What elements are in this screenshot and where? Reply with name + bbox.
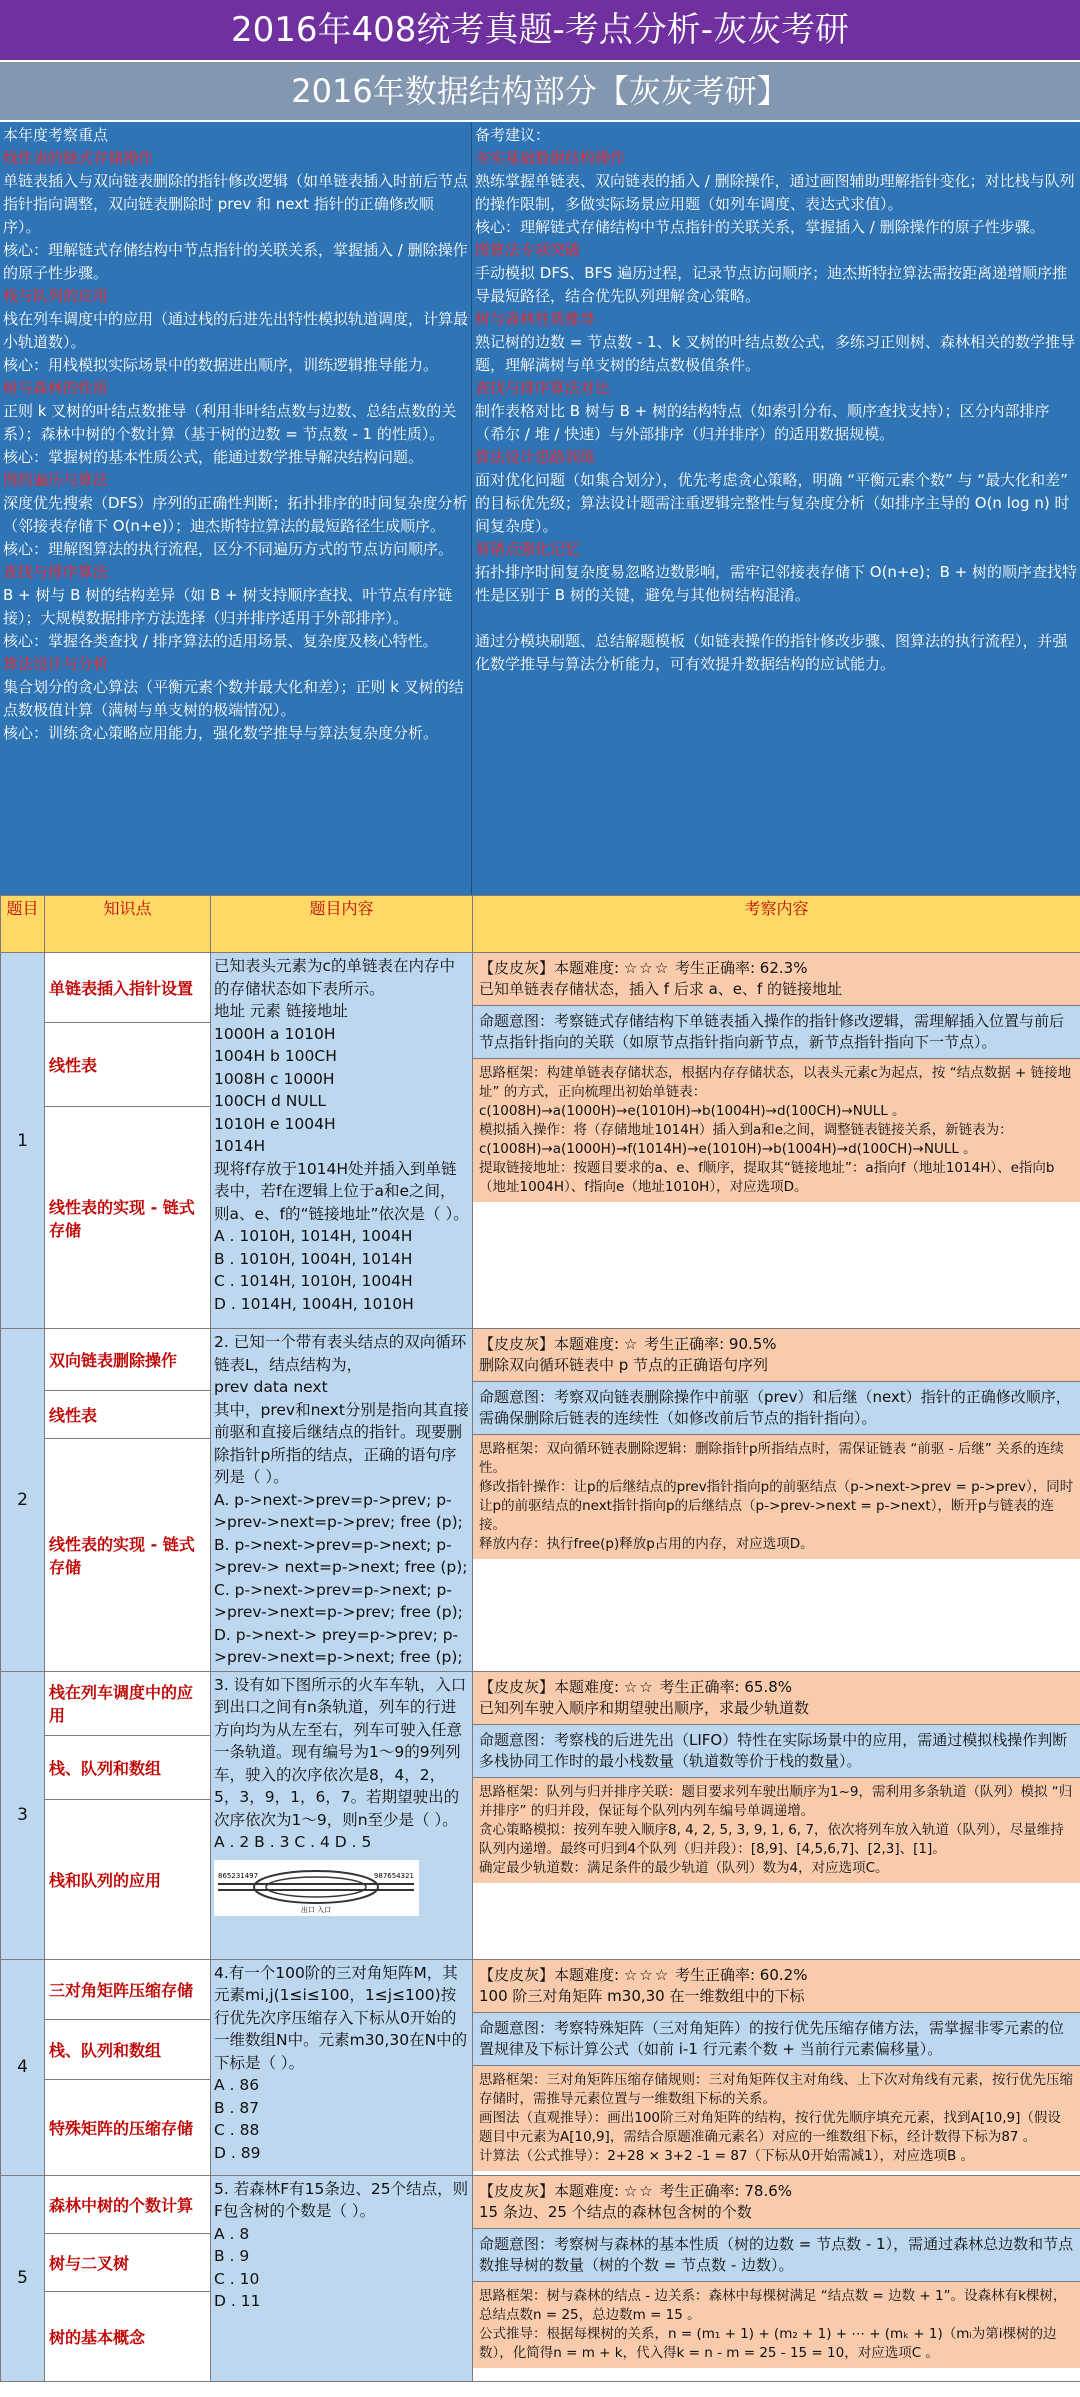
- exam-content: [473, 1671, 1080, 1959]
- difficulty-stars-icon: ☆☆: [623, 2181, 655, 2200]
- stem-line: D. p->next-> prey=p->prev; p->prev->next=p->next; free (p);: [214, 1625, 463, 1666]
- overview-section-title: 树与森林的性质: [3, 379, 109, 397]
- knowledge-point: 树与二叉树: [45, 2233, 211, 2291]
- stem-line: 地址 元素 链接地址: [214, 1002, 348, 1020]
- question-stem: [211, 1671, 473, 1959]
- correct-rate: 考生正确率: 60.2%: [674, 1965, 808, 1984]
- exam-summary-text: 删除双向循环链表中 p 节点的正确语句序列: [479, 1356, 769, 1374]
- exam-summary: [473, 1960, 1080, 2013]
- correct-rate: 考生正确率: 65.8%: [659, 1677, 793, 1696]
- overview-panel: [0, 122, 1080, 895]
- stem-line: 2. 已知一个带有表头结点的双向循环链表L，结点结构为，: [214, 1333, 467, 1374]
- overview-section-text: 拓扑排序时间复杂度易忽略边数影响，需牢记邻接表存储下 O(n+e)；B + 树的顺序查找特性是区别于 B 树的关键，避免与其他树结构混淆。: [475, 563, 1077, 604]
- stem-line: 1004H b 100CH: [214, 1047, 337, 1065]
- question-rows: [1, 953, 1080, 2382]
- exam-intent: 命题意图：考察双向链表删除操作中前驱（prev）和后继（next）指针的正确修改顺序，需确保删除后链表的连续性（如修改前后节点的指针指向）。: [473, 1382, 1080, 1435]
- thinking-line: 确定最少轨道数：满足条件的最少轨道（队列）数为4，对应选项C。: [479, 1859, 889, 1876]
- question-stem: [211, 1329, 473, 1672]
- thinking-line: 提取链接地址：按题目要求的a、e、f顺序，提取其“链接地址”：a指向f（地址1014H）、e指向b（地址1004H）、f指向e（地址1010H），对应选项D。: [479, 1160, 1055, 1195]
- question-number: 4: [1, 1959, 45, 2175]
- knowledge-point: 单链表插入指针设置: [45, 953, 211, 1023]
- exam-summary-text: 15 条边、25 个结点的森林包含树的个数: [479, 2202, 752, 2221]
- knowledge-point: 栈、队列和数组: [45, 1735, 211, 1799]
- overview-section-title: 算法设计与分析: [3, 655, 109, 673]
- stem-line: C . 1014H, 1010H, 1004H: [214, 1272, 413, 1290]
- knowledge-point: 线性表: [45, 1023, 211, 1107]
- thinking-line: 画图法（直观推导）：画出100阶三对角矩阵的结构，按行优先顺序填充元素，找到A[10,9]（假设题目中元素为A[10,9]，需结合原题准确元素名）对应的一维数组下标，经计数得下标为87 。: [479, 2109, 1061, 2145]
- stem-line: B . 87: [214, 2098, 260, 2117]
- overview-section-text: 核心：理解链式存储结构中节点指针的关联关系，掌握插入 / 删除操作的原子性步骤。: [475, 218, 1045, 236]
- stem-line: C . 88: [214, 2121, 260, 2139]
- exam-thinking: [473, 1778, 1080, 1883]
- knowledge-point: 线性表的实现 - 链式存储: [45, 1107, 211, 1329]
- stem-line: A. p->next->prev=p->prev; p->prev->next=p->prev; free (p);: [214, 1490, 463, 1531]
- advice-list: [475, 147, 1077, 676]
- exam-content: [473, 953, 1080, 1329]
- advice-heading: 备考建议：: [475, 126, 551, 144]
- stem-line: A . 8: [214, 2224, 250, 2243]
- question-number: 3: [1, 1671, 45, 1959]
- exam-content: [473, 1329, 1080, 1672]
- track-right-label: 987654321: [373, 1871, 414, 1880]
- question-number: 1: [1, 953, 45, 1329]
- stem-line: A . 2 B . 3 C . 4 D . 5: [214, 1833, 372, 1851]
- stem-line: B . 1010H, 1004H, 1014H: [214, 1249, 413, 1268]
- overview-section-text: 核心：理解链式存储结构中节点指针的关联关系，掌握插入 / 删除操作的原子性步骤。: [3, 241, 468, 282]
- stem-line: B. p->next->prev=p->next; p->prev-> next=p->next; free (p);: [214, 1535, 468, 1576]
- question-number: 5: [1, 2175, 45, 2381]
- difficulty-stars-icon: ☆☆☆: [623, 1965, 671, 1984]
- table-row: [1, 953, 1080, 1023]
- exam-content: [473, 1959, 1080, 2175]
- overview-section-text: 手动模拟 DFS、BFS 遍历过程，记录节点访问顺序；迪杰斯特拉算法需按距离递增顺序推导最短路径，结合优先队列理解贪心策略。: [475, 264, 1068, 305]
- overview-section-text: [475, 607, 1077, 630]
- stem-line: D . 89: [214, 2143, 261, 2162]
- overview-section-text: 制作表格对比 B 树与 B + 树的结构特点（如索引分布、顺序查找支持）；区分内部排序（希尔 / 堆 / 快速）与外部排序（归并排序）的适用数据规模。: [475, 402, 1050, 443]
- overview-section-title: 易错点强化记忆: [475, 540, 581, 558]
- overview-section-text: 核心：掌握树的基本性质公式，能通过数学推导解决结构问题。: [3, 448, 424, 466]
- overview-section-title: 图的遍历与算法: [3, 471, 109, 489]
- header-knowledge: 知识点: [45, 896, 211, 953]
- railway-track-figure: [214, 1860, 419, 1916]
- correct-rate: 考生正确率: 90.5%: [644, 1335, 777, 1353]
- exam-intent: 命题意图：考察栈的后进先出（LIFO）特性在实际场景中的应用，需通过模拟栈操作判断多栈协同工作时的最小栈数量（轨道数等价于栈的数量）。: [473, 1725, 1080, 1778]
- header-content: 题目内容: [211, 896, 473, 953]
- exam-summary: [473, 1672, 1080, 1725]
- stem-line: 4.有一个100阶的三对角矩阵M，其元素mi,j(1≤i≤100，1≤j≤100)按行优先次序压缩存入下标从0开始的一维数组N中。元素m30,30在N中的下标是（ ）。: [214, 1963, 468, 2072]
- table-row: [1, 1959, 1080, 2019]
- difficulty-stars-icon: ☆☆☆: [623, 959, 671, 977]
- overview-section-title: 栈与队列的应用: [3, 287, 109, 305]
- table-header-row: [1, 896, 1080, 953]
- question-number: 2: [1, 1329, 45, 1672]
- knowledge-point: 双向链表删除操作: [45, 1329, 211, 1391]
- overview-section-text: 深度优先搜索（DFS）序列的正确性判断；拓扑排序的时间复杂度分析（邻接表存储下 O(n+e)）；迪杰斯特拉算法的最短路径生成顺序。: [3, 494, 468, 535]
- exam-thinking: [473, 2066, 1080, 2171]
- overview-section-title: 线性表的链式存储操作: [3, 149, 154, 167]
- knowledge-point: 特殊矩阵的压缩存储: [45, 2079, 211, 2175]
- stem-line: C . 10: [214, 2269, 260, 2288]
- section-title: 2016年数据结构部分【灰灰考研】: [0, 62, 1080, 122]
- correct-rate: 考生正确率: 78.6%: [659, 2181, 793, 2200]
- thinking-line: 思路框架：双向循环链表删除逻辑：删除指针p所指结点时，需保证链表 “前驱 - 后继” 关系的连续性。: [479, 1441, 1064, 1476]
- overview-section-text: B + 树与 B 树的结构差异（如 B + 树支持顺序查找、叶节点有序链接）；大规模数据排序方法选择（归并排序适用于外部排序）。: [3, 586, 453, 627]
- exam-summary-text: 已知单链表存储状态，插入 f 后求 a、e、f 的链接地址: [479, 980, 843, 998]
- overview-section-text: 集合划分的贪心算法（平衡元素个数并最大化和差）；正则 k 叉树的结点数极值计算（满树与单支树的极端情况）。: [3, 678, 464, 719]
- overview-section-text: 正则 k 叉树的叶结点数推导（利用非叶结点数与边数、总结点数的关系）；森林中树的个数计算（基于树的边数 = 节点数 - 1 的性质）。: [3, 402, 457, 443]
- difficulty-stars-icon: ☆☆: [623, 1677, 655, 1696]
- thinking-line: 修改指针操作：让p的后继结点的prev指针指向p的前驱结点（p->next->prev = p->prev），同时让p的前驱结点的next指针指向p的后继结点（p->prev->next = p->next），断开p与链表的连接。: [479, 1479, 1074, 1533]
- thinking-line: 思路框架：三对角矩阵压缩存储规则：三对角矩阵仅主对角线、上下次对角线有元素，按行优先压缩存储时，需推导元素位置与一维数组下标的关系。: [479, 2071, 1073, 2107]
- thinking-line: 思路框架：构建单链表存储状态，根据内存存储状态，以表头元素c为起点，按 “结点数据 + 链接地址” 的方式，正向梳理出初始单链表：c(1008H)→a(1000H)→e(1010H)→b(1004H)→d(100CH)→NULL 。: [479, 1065, 1072, 1119]
- overview-section-text: 核心：训练贪心策略应用能力，强化数学推导与算法复杂度分析。: [3, 724, 439, 742]
- key-points-list: [3, 147, 468, 745]
- overview-section-title: 算法设计思路训练: [475, 448, 596, 466]
- thinking-line: 模拟插入操作：将（存储地址1014H）插入到a和e之间，调整链表链接关系，新链表为：c(1008H)→a(1000H)→f(1014H)→e(1010H)→b(1004H)→d(100CH)→NULL 。: [479, 1122, 1013, 1157]
- stem-line: 3. 设有如下图所示的火车车轨，入口到出口之间有n条轨道，列车的行进方向均为从左至右，列车可驶入任意一条轨道。现有编号为1～9的9列列车，驶入的次序依次是8，4，2，5，3，9，1，6，7。若期望驶出的次序依次为1～9，则n至少是（ ）。: [214, 1675, 467, 1829]
- knowledge-point: 线性表: [45, 1390, 211, 1439]
- knowledge-point: 三对角矩阵压缩存储: [45, 1959, 211, 2019]
- knowledge-point: 森林中树的个数计算: [45, 2175, 211, 2233]
- thinking-line: 思路框架：树与森林的结点 - 边关系：森林中每棵树满足 “结点数 = 边数 + 1”。设森林有k棵树，总结点数n = 25，总边数m = 15 。: [479, 2287, 1067, 2323]
- question-stem: [211, 953, 473, 1329]
- difficulty-label: 【皮皮灰】本题难度:: [479, 1677, 620, 1696]
- stem-line: 1008H c 1000H: [214, 1069, 335, 1088]
- thinking-line: 思路框架：队列与归并排序关联：题目要求列车驶出顺序为1~9，需利用多条轨道（队列）模拟 “归并排序” 的归并段，保证每个队列内列车编号单调递增。: [479, 1783, 1073, 1819]
- track-left-label: 865231497: [218, 1871, 259, 1880]
- knowledge-point: 栈在列车调度中的应用: [45, 1671, 211, 1735]
- exam-summary: [473, 953, 1080, 1006]
- table-row: [1, 1671, 1080, 1735]
- difficulty-stars-icon: ☆: [623, 1335, 640, 1353]
- stem-line: 现将f存放于1014H处并插入到单链表中，若f在逻辑上位于a和e之间，则a、e、f的“链接地址”依次是（ ）。: [214, 1159, 469, 1223]
- track-caption: 出口 入口: [300, 1905, 332, 1914]
- difficulty-label: 【皮皮灰】本题难度:: [479, 1335, 620, 1353]
- overview-section-text: 核心：用栈模拟实际场景中的数据进出顺序，训练逻辑推导能力。: [3, 356, 439, 374]
- stem-line: C. p->next->prev=p->next; p->prev->next=p->prev; free (p);: [214, 1580, 463, 1621]
- correct-rate: 考生正确率: 62.3%: [674, 959, 808, 977]
- stem-line: 其中，prev和next分别是指向其直接前驱和直接后继结点的指针。现要删除指针p所指的结点，正确的语句序列是（ ）。: [214, 1400, 469, 1486]
- overview-section-text: 熟记树的边数 = 节点数 - 1、k 叉树的叶结点数公式，多练习正则树、森林相关的数学推导题，理解满树与单支树的结点数极值条件。: [475, 333, 1076, 374]
- stem-line: 100CH d NULL: [214, 1092, 326, 1110]
- thinking-line: 释放内存：执行free(p)释放p占用的内存，对应选项D。: [479, 1536, 814, 1552]
- question-stem: [211, 1959, 473, 2175]
- exam-summary-text: 已知列车驶入顺序和期望驶出顺序，求最少轨道数: [479, 1698, 810, 1717]
- overview-section-text: 面对优化问题（如集合划分），优先考虑贪心策略，明确 “平衡元素个数” 与 “最大化和差” 的目标优先级；算法设计题需注重逻辑完整性与复杂度分析（如排序主导的 O(n log n) 时间复杂度）。: [475, 471, 1070, 535]
- stem-line: 1014H: [214, 1137, 266, 1155]
- exam-thinking: [473, 2282, 1080, 2368]
- exam-intent: 命题意图：考察链式存储结构下单链表插入操作的指针修改逻辑，需理解插入位置与前后节点指针指向的关联（如原节点指针指向新节点，新节点指针指向下一节点）。: [473, 1006, 1080, 1059]
- stem-line: 1010H e 1004H: [214, 1114, 336, 1133]
- knowledge-point: 栈和队列的应用: [45, 1799, 211, 1959]
- thinking-line: 计算法（公式推导）：2+28 × 3+2 -1 = 87（下标从0开始需减1），对应选项B 。: [479, 2147, 975, 2164]
- key-points-heading: 本年度考察重点: [3, 126, 109, 144]
- overview-section-text: 熟练掌握单链表、双向链表的插入 / 删除操作，通过画图辅助理解指针变化；对比栈与队列的操作限制，多做实际场景应用题（如列车调度、表达式求值）。: [475, 172, 1075, 213]
- overview-section-text: 栈在列车调度中的应用（通过栈的后进先出特性模拟轨道调度，计算最小轨道数）。: [3, 310, 469, 351]
- question-stem: [211, 2175, 473, 2381]
- question-table: [0, 895, 1080, 2382]
- stem-line: 5. 若森林F有15条边、25个结点，则F包含树的个数是（ ）。: [214, 2179, 469, 2220]
- exam-summary: [473, 2176, 1080, 2229]
- stem-line: A . 86: [214, 2076, 260, 2094]
- advice-column: [472, 122, 1080, 895]
- overview-section-text: 通过分模块刷题、总结解题模板（如链表操作的指针修改步骤、图算法的执行流程），并强化数学推导与算法分析能力，可有效提升数据结构的应试能力。: [475, 632, 1068, 673]
- overview-section-title: 夯实基础数据结构操作: [475, 149, 626, 167]
- exam-intent: 命题意图：考察树与森林的基本性质（树的边数 = 节点数 - 1），需通过森林总边数和节点数推导树的数量（树的个数 = 节点数 - 边数）。: [473, 2229, 1080, 2282]
- knowledge-point: 栈、队列和数组: [45, 2019, 211, 2079]
- stem-line: 已知表头元素为c的单链表在内存中的存储状态如下表所示。: [214, 957, 456, 998]
- exam-summary-text: 100 阶三对角矩阵 m30,30 在一维数组中的下标: [479, 1986, 805, 2005]
- header-exam: 考察内容: [473, 896, 1080, 953]
- knowledge-point: 线性表的实现 - 链式存储: [45, 1439, 211, 1671]
- page-title: 2016年408统考真题-考点分析-灰灰考研: [0, 0, 1080, 62]
- overview-section-text: 核心：理解图算法的执行流程，区分不同遍历方式的节点访问顺序。: [3, 540, 454, 558]
- stem-line: B . 9: [214, 2247, 250, 2265]
- overview-section-text: 核心：掌握各类查找 / 排序算法的适用场景、复杂度及核心特性。: [3, 632, 438, 650]
- exam-thinking: [473, 1059, 1080, 1202]
- stem-line: 1000H a 1010H: [214, 1024, 336, 1043]
- overview-section-title: 树与森林性质推导: [475, 310, 596, 328]
- thinking-line: 贪心策略模拟：按列车驶入顺序8, 4, 2, 5, 3, 9, 1, 6, 7，依次将列车放入轨道（队列），尽量维持队列内递增。最终可归到4个队列（归并段）：[8,9]、[4,5,6,7]、[2,3]、[1]。: [479, 1821, 1064, 1857]
- overview-section-title: 查找与排序算法: [3, 563, 109, 581]
- knowledge-point: 树的基本概念: [45, 2291, 211, 2381]
- exam-intent: 命题意图：考察特殊矩阵（三对角矩阵）的按行优先压缩存储方法，需掌握非零元素的位置规律及下标计算公式（如前 i-1 行元素个数 + 当前行元素偏移量）。: [473, 2013, 1080, 2066]
- exam-summary: [473, 1329, 1080, 1382]
- overview-section-title: 图算法专项突破: [475, 241, 581, 259]
- difficulty-label: 【皮皮灰】本题难度:: [479, 959, 620, 977]
- stem-line: D . 11: [214, 2292, 261, 2310]
- difficulty-label: 【皮皮灰】本题难度:: [479, 1965, 620, 1984]
- exam-content: [473, 2175, 1080, 2381]
- overview-section-title: 查找与排序算法对比: [475, 379, 611, 397]
- table-row: [1, 1329, 1080, 1391]
- stem-line: D . 1014H, 1004H, 1010H: [214, 1294, 414, 1313]
- key-points-column: [0, 122, 472, 895]
- thinking-line: 公式推导：根据每棵树的关系，n = (m₁ + 1) + (m₂ + 1) + ⋯ + (mₖ + 1)（mᵢ为第i棵树的边数），化简得n = m + k，代入得k = n - m = 25 - 15 = 10，对应选项C 。: [479, 2325, 1057, 2361]
- header-question: 题目: [1, 896, 45, 953]
- overview-section-text: 单链表插入与双向链表删除的指针修改逻辑（如单链表插入时前后节点指针指向调整，双向链表删除时 prev 和 next 指针的正确修改顺序）。: [3, 172, 469, 236]
- exam-thinking: [473, 1435, 1080, 1559]
- table-row: [1, 2175, 1080, 2233]
- stem-line: A . 1010H, 1014H, 1004H: [214, 1227, 413, 1245]
- difficulty-label: 【皮皮灰】本题难度:: [479, 2181, 620, 2200]
- stem-line: prev data next: [214, 1378, 328, 1396]
